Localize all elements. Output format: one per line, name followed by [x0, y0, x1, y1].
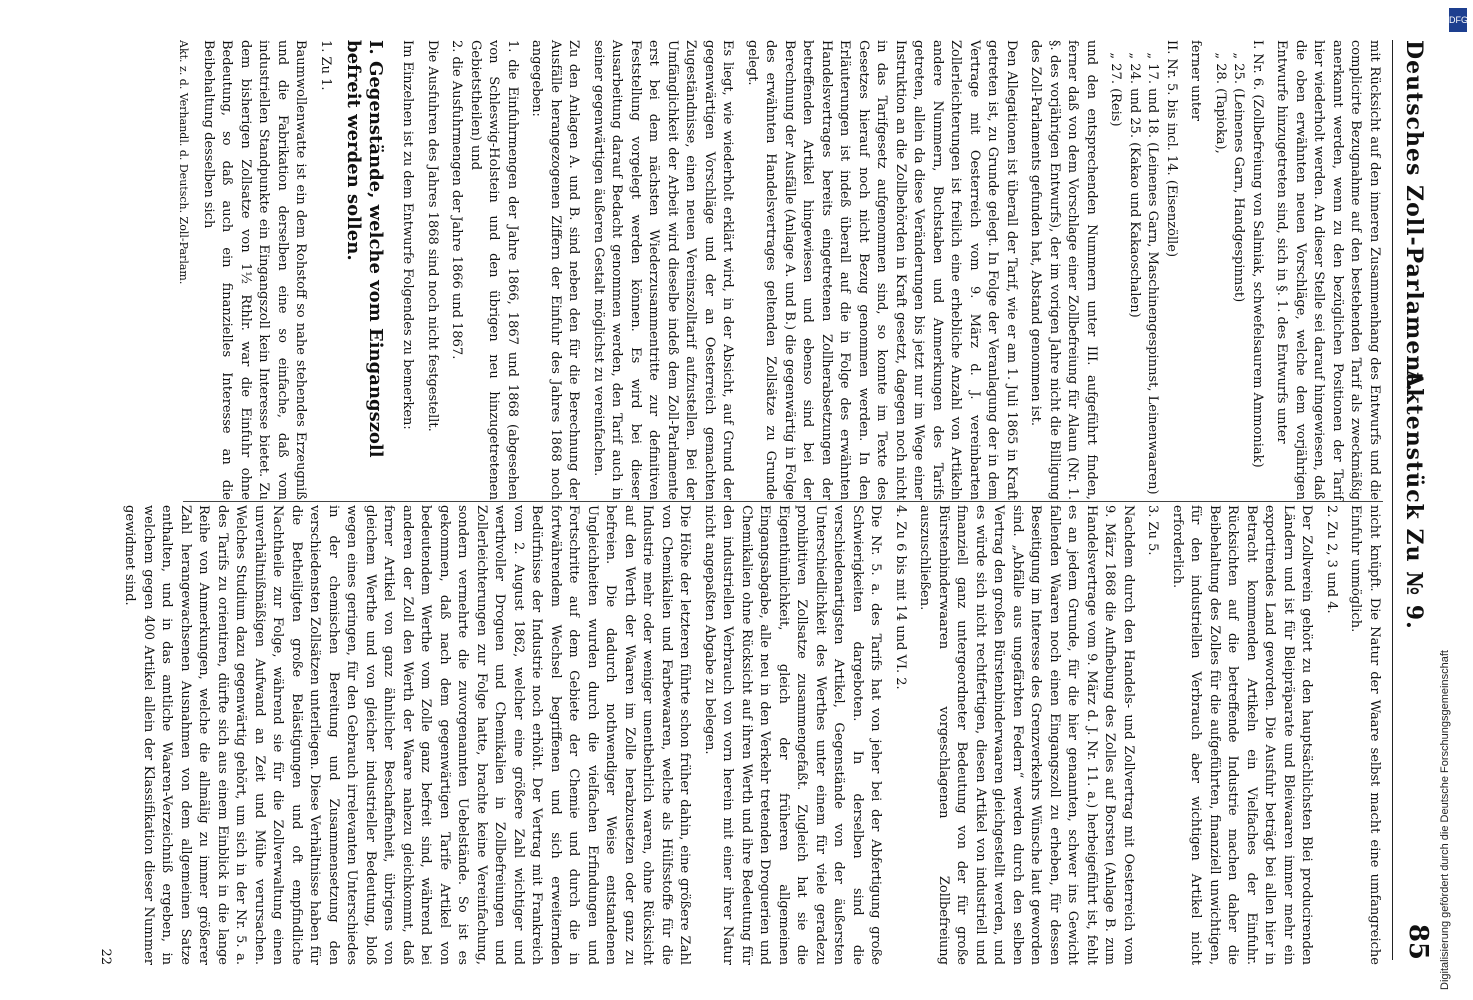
paragraph: Die Ausfuhren des Jahres 1868 sind noch nicht festgestellt. — [425, 40, 440, 432]
section-heading: I. Gegenstände, welche vom Eingangszoll befreit werden sollen. — [343, 40, 386, 458]
paragraph: Der Zollverein gehört zu den hauptsächlichsten Blei producirenden Ländern und ist für Bleipräparate und Bleiwaaren immer mehr ein exportirendes Land geworden. Die Ausfuhr beträgt bei allen hier in Betracht kommenden Artikeln ein Vielfaches der Einfuhr. Rücksichten auf die betreffende Industrie machen daher die Beibehaltung des Zolles für die aufgeführten, finanziell unwichtigen, für den industriellen Verbrauch aber wichtigen Artikel nicht erforderlich. — [1170, 505, 1315, 970]
paragraph: 4. Zu 6 bis mit 14 und VI. 2. — [893, 505, 908, 690]
paragraph: Es liegt, wie wiederholt erklärt wird, in der Absicht, auf Grund der gegenwärtigen Vorschläge und der an Oesterreich gemachten Zugeständnisse, einen neuen Vereinszolltarif aufzustellen. Bei der Umfänglichkeit der Arbeit wird dieselbe indeß dem Zoll-Parlamente erst bei dem nächsten Wiederzusammentritte zur definitiven Feststellung vorgelegt werden können. Es wird bei dieser Ausarbeitung darauf Bedacht genommen werden, den Tarif auch in seiner gegenwärtigen äußeren Gestalt möglichst zu vereinfachen. — [591, 40, 736, 505]
paragraph: 1. die Einfuhrmengen der Jahre 1866, 1867 und 1868 (abgesehen von Schleswig-Holstein und den übrigen neu hinzugetretenen Gebietstheilen) und 2. die Ausfuhrmengen der Jahre 1866 und 1867. — [449, 40, 520, 500]
paragraph: und den entsprechenden Nummern unter III. aufgeführt finden, ferner daß von dem Vorschlage einer Zollbefreiung für Alaun (Nr. 1. §. des vorjährigen Entwurfs), der im vorigen Jahre nicht die Billigung des Zoll-Parlaments gefunden hat, Abstand genommen ist. — [1028, 40, 1099, 505]
header-rule — [1392, 40, 1393, 960]
paragraph: Die Höhe der letzteren führte schon früher dahin, eine größere Zahl von Chemikalien und Farbewaaren, welche als Hülfsstoffe für die Industrie mehr oder weniger unentbehrlich waren, ohne Rücksicht auf den Werth der Waaren im Zolle herabzusetzen oder ganz zu befreien. Die dadurch nothwendiger Weise entstandenen Ungleichheiten wurden durch die vielfachen Erfindungen und Fortschritte auf dem Gebiete der Chemie und durch die in fortwährendem Wechsel begriffenen und sich erweiternden Bedürfnisse der Industrie noch erhöht. Der Vertrag mit Frankreich vom 2. August 1862, welcher eine größere Zahl wichtiger und werthvoller Droguen und Chemikalien in Zollbefreiungen und Zollerleichterungen zur Folge hatte, brachte keine Vereinfachung, sondern vermehrte die zuvorgenannten Uebelstände. So ist es gekommen, daß nach dem gegenwärtigen Tarife Artikel von bedeutendem Werthe vom Zolle ganz befreit sind, während bei anderen der Zoll den Werth der Waare nahezu gleichkommt, daß ferner Artikel von ganz ähnlicher Beschaffenheit, übrigens von gleichem Werthe und von gleicher industrieller Bedeutung, bloß wegen eines geringen, für den Gebrauch irrelevanten Unterschiedes in der chemischen Bereitung und Zusammensetzung den verschiedensten Zollsätzen unterliegen. Diese Verhältnisse haben für die Betheiligten große Belästigungen und oft empfindliche Nachtheile zur Folge, während sie für die Zollverwaltung einen unverhältnißmäßigen Aufwand an Zeit und Mühe verursachen. Welches Studium dazu gegenwärtig gehört, um sich in der Nr. 5. a. des Tarifs zu orientiren, dürfte sich aus einem Einblick in die lange Reihe von Anmerkungen, welche die allmälig zu immer größerer Zahl herangewachsenen Ausnahmen von dem allgemeinen Satze enthalten, und in das amtliche Waaren-Verzeichniß ergeben, in welchem gegen 400 Artikel allein der Klassifikation dieser Nummer gewidmet sind. — [122, 505, 693, 970]
paragraph: 3. Zu 5. — [1145, 505, 1161, 556]
paragraph: Im Einzelnen ist zu dem Entwurfe Folgendes zu bemerken: — [400, 40, 416, 430]
paragraph: Die Nr. 5. a. des Tarifs hat von jeher bei der Abfertigung große Schwierigkeiten dargeboten. In derselben sind die verschiedenartigsten Artikel, Gegenstände von der äußersten Unterschiedlichkeit des Werthes unter einem für viele geradezu prohibitiven Zollsatze zusammengefaßt. Zugleich hat sie die Eigenthümlichkeit, gleich der früheren allgemeinen Eingangsabgabe, alle neu in den Verkehr tretenden Droguerien und Chemikalien ohne Rücksicht auf ihren Werth und ihre Bedeutung für den industriellen Verbrauch von vorn herein mit einer ihrer Natur nicht angepaßten Abgabe zu belegen. — [702, 505, 884, 970]
bottom-page-number: 22 — [98, 948, 113, 965]
paragraph: nicht knüpft. Die Natur der Waare selbst macht eine umfangreiche Einfuhr unmöglich. — [1348, 505, 1382, 970]
digitization-credit: Digitalisierung gefördert durch die Deutsche Forschungsgemeinschaft — [1439, 650, 1451, 990]
page-header — [1393, 40, 1433, 960]
paragraph: ferner unter — [1188, 40, 1204, 122]
paragraph: Zu den Anlagen A. und B. sind neben den für die Berechnung der Ausfälle herangezogenen Ziffern der Einfuhr des Jahres 1868 noch angegeben: — [529, 40, 582, 505]
header-left-title: Deutsches Zoll-Parlament. — [1401, 40, 1427, 393]
right-column — [63, 505, 1383, 970]
paragraph: Baumwollenwatte ist ein dem Rohstoff so nahe stehendes Erzeugniß und die Fabrikation derselben eine so einfache, daß vom industriellen Standpunkte ein Eingangszoll kein Interesse bietet. Zu dem bisherigen Zollsatze von 1½ Rthlr. war die Einfuhr ohne Bedeutung, so daß auch ein finanzielles Interesse an die Beibehaltung desselben sich — [201, 40, 309, 505]
paragraph: mit Rücksicht auf den inneren Zusammenhang des Entwurfs und die complicirte Bezugnahme auf den bestehenden Tarif als zweckmäßig anerkannt werden, wenn zu den bezüglichen Positionen der Tarif hier wiederholt werden. An dieser Stelle sei darauf hingewiesen, daß die oben erwähnten neuen Vorschläge, welche dem vorjährigen Entwurfe hinzugetreten sind, sich in §. 1. des Entwurfs unter — [1274, 40, 1382, 505]
header-center-title: Aktenstück Zu № 9. — [1401, 370, 1427, 630]
paragraph: I. Nr. 6. (Zollbefreiung von Salmiak, schwefelsaurem Ammoniak) „ 25. (Leinenes Garn, Handgespinnst) „ 28. (Tapioka), — [1213, 40, 1265, 468]
paragraph: II. Nr. 5. bis incl. 14. (Eisenzölle) „ 17. und 18. (Leinenes Garn, Maschinengespinnst, Leinenwaaren) „ 24. und 25. (Kakao und Kakaoschalen) „ 27. (Reis) — [1108, 40, 1179, 495]
dfg-logo-icon: DFG — [1449, 8, 1467, 32]
paragraph: 2. Zu 2, 3 und 4. — [1324, 505, 1339, 614]
paragraph: Nachdem durch den Handels- und Zollvertrag mit Oesterreich vom 9. März 1868 die Aufhebung des Zolles auf Borsten (Anlage B. zum Handelsvertrage vom 9. März d. J. Nr. 11. a.) herbeigeführt ist, fehlt es an jedem Grunde, für die hier genannten, schwer ins Gewicht fallenden Waaren noch einen Eingangszoll zu erheben, für dessen Beseitigung im Interesse des Grenzverkehrs Wünsche laut geworden sind. „Abfälle aus ungefärbten Federn“ werden durch den selben Vertrag den großen Bürstenbinderwaaren gleichgestellt werden, und es würde sich nicht rechtfertigen, diesen Artikel von industriell und finanziell ganz untergeordneter Bedeutung von der für große Bürstenbinderwaaren vorgeschlagenen Zollbefreiung auszuschließen. — [917, 505, 1136, 970]
page-number: 85 — [1403, 923, 1433, 960]
paragraph: Den Allegationen ist überall der Tarif, wie er am 1. Juli 1865 in Kraft getreten ist, zu Grunde gelegt. In Folge der Veranlagung der in dem Vertrage mit Oesterreich vom 9. März d. J. vereinbarten Zollerleichterungen ist freilich eine erhebliche Anzahl von Artikeln andere Nummern, Buchstaben und Anmerkungen des Tarifs getreten, allein da diese Veränderungen bis jetzt nur im Wege einer Instruktion an die Zollbehörden in Kraft gesetzt, dagegen noch nicht in das Tarifgesetz aufgenommen sind, so konnte im Texte des Gesetzes hierauf noch nicht Bezug genommen werden. In den Erläuterungen ist indeß überall auf die in Folge des erwähnten Handelsvertrages bereits eingetretenen Zollherabsetzungen der betreffenden Artikel hingewiesen und ebenso sind bei der Berechnung der Ausfälle (Anlage A. und B.) die gegenwärtig in Folge des erwähnten Handelsvertrages geltenden Zollsätze zu Grunde gelegt. — [745, 40, 1019, 505]
paragraph: 1. Zu 1. — [318, 40, 333, 91]
left-column — [63, 40, 1383, 505]
footnote: Akt. z. d. Verhandl. d. Deutsch. Zoll-Parlam. — [177, 40, 191, 285]
